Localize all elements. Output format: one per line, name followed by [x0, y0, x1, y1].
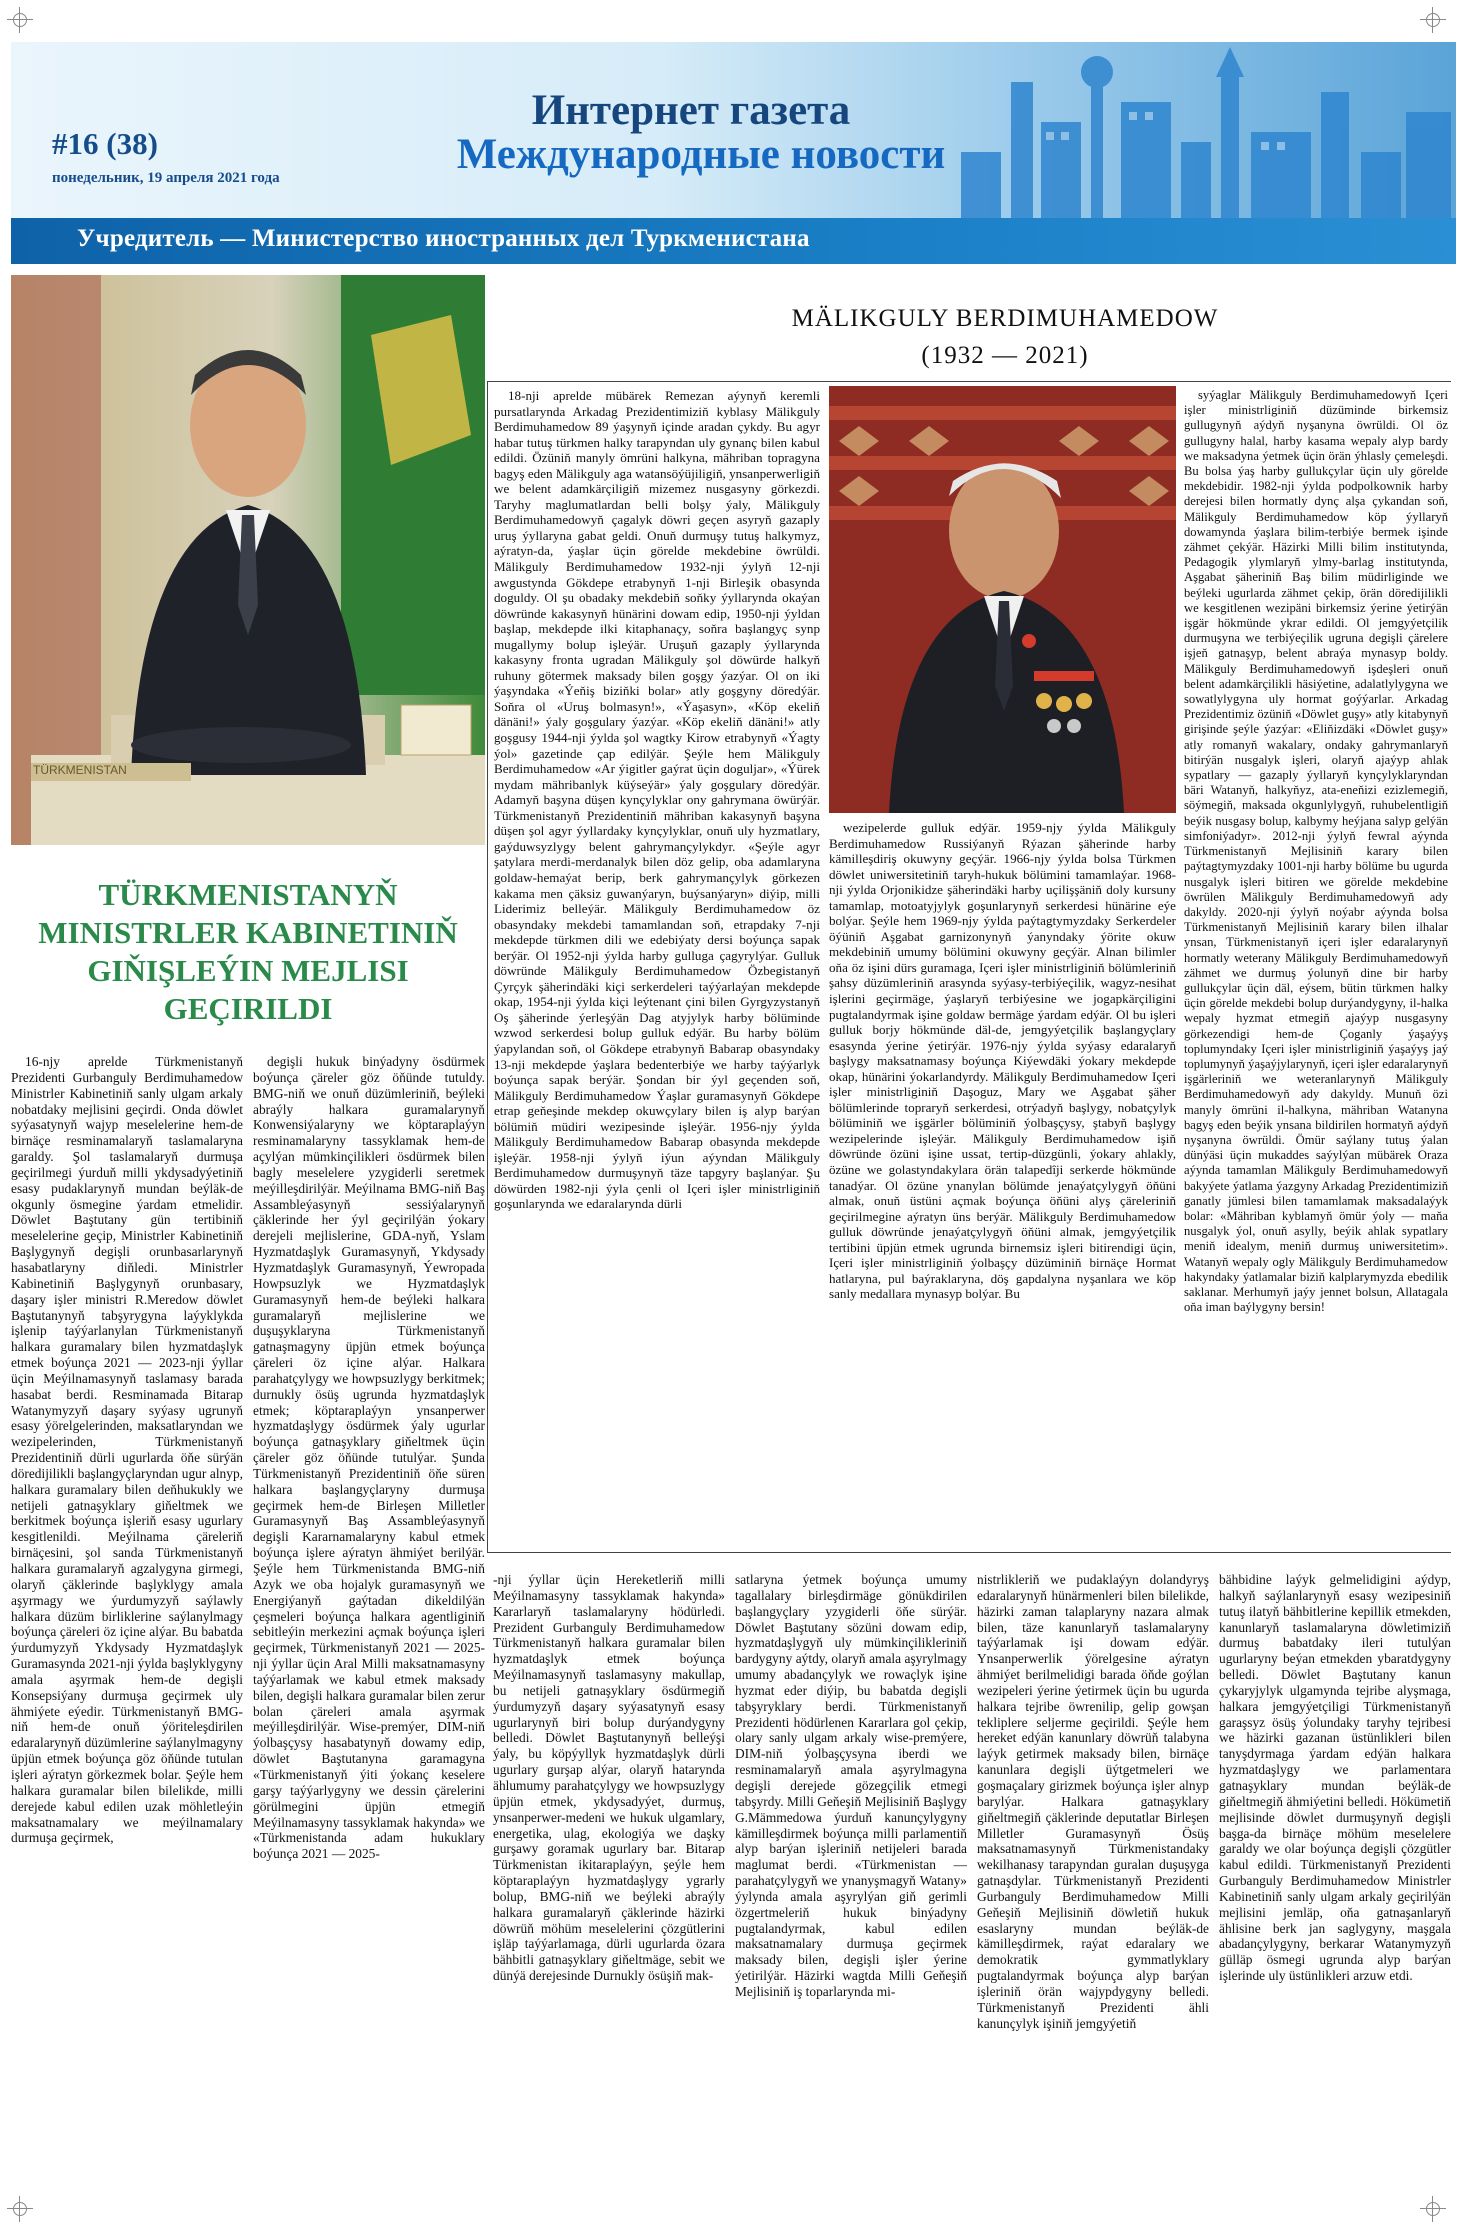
article1-headline: TÜRKMENISTANYŇ MINISTRLER KABINETINIŇ GIŇIŞLEÝIN MEJLISI GEÇIRILDI [38, 877, 458, 1026]
obituary-column-3-text: syýaglar Mälikguly Berdimuhamedowyň Içeri işler ministrliginiň düzüminde birkemsiz gullugynyň aýdyň nyşanyna öwrüldi. Ol öz gullugyny halal, harby kasama wepaly alyp bardy we maksadyna ýetmek üçin örän ýhlasly çemeleşdi. Bu bolsa ýaş harby gullukçylar üçin uly görelde mekdebidir. 1982-nji ýylda podpolkownik harby derejesi bilen hormatly dynç alşa çykandan soň, Mälikguly Berdimuhamedow köp ýyllaryň dowamynda ýaşlara bilim-terbiýe bermek işinde zähmet çekýär. Häzirki Milli bilim institutynda, Pedagogik ylymlaryň ylmy-barlag institutynda, Aşgabat şäheriniň Baş bilim müdirliginde we beýleki ugurlarda zähmet çekip, örän döredijilikli we kesgitlenen wezipäni birkemsiz ýerine ýetirýän işgär hökmünde ykrar edildi. Ol jemgyýetçilik durmuşyna we terbiýeçilik ugruna degişli çärelere işjeň gatnaşyp, belent abraýa mynasyp boldy. Mälikguly Berdimuhamedowyň işdeşleri onuň belent adamkärçilikli häsiýetine, adalatlylygyna we sowatlylygyna uly hormat goýýarlar. Arkadag Prezidentimiz özüniň «Döwlet guşy» atly kitabynyň girişinde şeýle ýazýar: «Eliňizdäki «Döwlet guşy» atly romanyň wakalary, ondaky gahrymanlaryň bitirýän nusgalyk işleri, olaryň ajaýyp ahlak sypatlary — gazaply ýyllaryň kynçylyklaryndan bäri Watanyň, halkyňyz, ata-eneňizi ezizlemegiň, söýmegiň, maksada okgunlylygyň, ruhubelentligiň beýik nusgasy bolup, kalbymy heýjana salyp gelýän simfoniýadyr». 2012-nji ýylyň fewral aýynda Türkmenistanyň Mejlisiniň karary bilen paýtagtymyzdaky 1001-nji harby bölüme bu ugurda nusgalyk işleri bitiren we görelde mekdebine öwrülen Mälikguly Berdimuhamedowyň ady dakyldy. 2020-nji ýylyň noýabr aýynda bolsa Türkmenistanyň Mejlisiniň karary bilen ilhalar ynsan, Türkmenistanyň içeri işler edaralarynyň hormatly weterany Mälikguly Berdimuhamedowyň zähmet we durmuş ýolunyň dine bir harby gullukçylar üçin däl, eýsem, bütin türkmen halky üçin görelde mekdebi bolup durýandygyny, il-halka wepaly hyzmat etmegiň ajaýyp nusgasyny görkezendigi hem-de Çoganly ýaşaýyş toplumyndaky Içeri işler ministrliginiň ýaşaýyş jaý toplumynyň ýaşaýjylarynyň, içeri işler edaralarynyň işgärleriniň we weteranlarynyň Mälikguly Berdimuhamedowyň ady dakyldy. Munuň özi manyly ömrüni il-halkyna, mähriban Watanyna bagyş eden beýik ynsana bildirilen hormatyň aýdyň nyşanyna öwrüldi. Ömür saýlany tutuş ýalan dünýäsi üçin mukaddes saýylýan mübärek Oraza aýynda tamamlan Mälikguly Berdimuhamedowyň bakyýete ýatlama ýazgyny Arkadag Prezidentimiziň ganatly jümlesi bilen tamamlamak maksadalaýyk bolar: «Mähriban kyblamyň ömür ýoly — maňa nusgalyk ýol, onuň asylly, beýik ahlak sypatlary meniň idealym, meniň durmuş uniwersitetim». Watanyň wepaly ogly Mälikguly Berdimuhamedow hakyndaky ýatlamalar biziň kalplarymyzda ebedilik saklanar. Merhumyň jaýy jennet bolsun, Allatagala oňa iman baýlygyny bersin! [1184, 388, 1448, 1315]
crop-mark-top-left [7, 7, 33, 33]
article1-column-3-text: -nji ýyllar üçin Hereketleriň milli Meýilnamasyny tassyklamak hakynda» Kararlaryň taslamalaryny hödürledi. Prezident Gurbanguly Berdimuhamedow Türkmenistanyň halkara guramalar bilen hyzmatdaşlyk etmek boýunça Meýilnamasynyň taslamasyny makullap, bu netijeli gatnaşyklary ösdürmegiň ýurdumyzyň daşary syýasatynyň esasy ugurlarynyň biri bolup durýandygyny belledi. Döwlet Baştutanynyň belleýşi ýaly, bu köpýyllyk hyzmatdaşlyk dürli ugurlary gurşap alýar, olaryň hatarynda ählumumy parahatçylygy we howpsuzlygy üpjün etmek, ykdysadyýet, durmuş, ynsanperwer-medeni we hukuk ulgamlary, energetika, ulag, ekologiýa we daşky gurşawy goramak ugurlary bar. Bitarap Türkmenistan ikitaraplaýyn, şeýle hem köptaraplaýyn hyzmatdaşlygy ygrarly bolup, BMG-niň we beýleki abraýly halkara guramalaryň çäklerinde häzirki döwrüň möhüm meselelerini çözgütlerini işläp taýýarlamaga, dürli ugurlarda özara bähbitli gatnaşyklary giňeltmäge, sebit we dünýä derejesinde Durnukly ösüşiň mak- [493, 1572, 725, 1984]
article1-column-4 [735, 1572, 967, 2214]
obituary-box-top-rule [487, 381, 1451, 382]
portrait-photo-illustration [829, 386, 1176, 813]
president-photo [11, 275, 485, 845]
article1-column-4-text: satlaryna ýetmek boýunça umumy tagallalary birleşdirmäge gönükdirilen başlangyçlary yzygiderli öňe sürýär. Döwlet Baştutany sözüni dowam edip, hyzmatdaşlygyň uly mümkinçilikleriniň bardygyny aýtdy, olaryň amala aşyrylmagy umumy abadançylyk we rowaçlyk işine hyzmat eder diýip, bu babatda degişli tabşyryklary berdi. Türkmenistanyň Prezidenti hödürlenen Kararlara gol çekip, olary sanly ulgam arkaly wise-premýere, DIM-niň ýolbaşçysyna iberdi we resminamalaryň amala aşyrylmagyna degişli derejede gözegçilik etmegi tabşyrdy. Milli Geňeşiň Mejlisiniň Başlygy G.Mämmedowa ýurduň kanunçylygyny kämilleşdirmek boýunça milli parlamentiň alyp barýan işleriniň netijeleri barada maglumat berdi. «Türkmenistan — parahatçylygyň we ynanyşmagyň Watany» ýylynda amala aşyrylýan giň gerimli özgertmeleriň hukuk binýadyny pugtalandyrmak, kabul edilen maksatnamalary durmuşa geçirmek maksady bilen, degişli işler ýerine ýetirilýär. Häzirki wagtda Milli Geňeşiň Mejlisiniň iş toparlarynda mi- [735, 1572, 967, 1999]
crop-mark-top-right [1420, 7, 1446, 33]
newspaper-title-line1: Интернет газета [531, 87, 851, 134]
article1-column-3 [493, 1572, 725, 2214]
obituary-column-2 [829, 820, 1176, 1548]
founder-band [11, 218, 1456, 264]
article1-column-2 [253, 1054, 485, 2214]
portrait-photo [829, 386, 1176, 813]
article1-column-6-text: bähbidine laýyk gelmelidigini aýdyp, halkyň saýlanlarynyň esasy wezipesiniň tutuş ilatyň bähbitlerine kepillik etmekden, kanunlaryň taslamalaryna döwletimiziň durmuş babatdaky ileri tutulýan ugurlaryny beýan etmekden ybaratdygyny belledi. Döwlet Baştutany kanun çykaryjylyk ulgamynda tejribe alyşmaga, halkara jemgyýetçiligi Türkmenistanyň garaşsyz ösüş ýolundaky taryhy tejribesi we häzirki gazanan üstünlikleri bilen tanyşdyrmaga ýardam edýän halkara hyzmatdaşlygy we parlamentara gatnaşyklary mundan beýläk-de giňeltmegiň ähmiýetini belledi. Hökümetiň mejlisinde döwlet durmuşynyň degişli başga-da birnäçe möhüm meselelere garaldy we olar boýunça degişli çözgütler kabul edildi. Türkmenistanyň Prezidenti Gurbanguly Berdimuhamedow Ministrler Kabinetiniň sanly ulgam arkaly geçirilýän mejlisini jemläp, oňa gatnaşanlaryň ählisine berk jan saglygyny, maşgala abadançylygyny, berkarar Watanymyzyň gülläp ösmegi ugrunda alyp barýan işlerinde uly üstünlikleri arzuw etdi. [1219, 1572, 1451, 1984]
obituary-column-1 [494, 388, 820, 1548]
article1-column-6 [1219, 1572, 1451, 2214]
obituary-column-3-text-box [1184, 388, 1448, 1548]
article1-column-1-text: 16-njy aprelde Türkmenistanyň Prezidenti Gurbanguly Berdimuhamedow Ministrler Kabinetiniň sanly ulgam arkaly nobatdaky mejlisini geçirdi. Onda döwlet syýasatynyň wajyp meselelerine hem-de birnäçe resminamalaryň taslamalaryna garaldy. Şol taslamalaryň durmuşa geçirilmegi ýurduň milli ykdysadyýetiniň esasy pudaklarynyň mundan beýläk-de okgunly ösmegine ýardam etmelidir. Döwlet Baştutany gün tertibiniň meselelerine geçip, Ministrler Kabinetiniň Başlygynyň degişli orunbasarlarynyň hasabatlaryny diňledi. Ministrler Kabinetiniň Başlygynyň orunbasary, daşary işler ministri R.Meredow döwlet Baştutanynyň tabşyrygyna laýyklykda işlenip taýýarlanylan Türkmenistanyň halkara guramalary bilen hyzmatdaşlyk etmek boýunça 2021 — 2023-nji ýyllar üçin Meýilnamasynyň taslamasy barada hasabat berdi. Resminamada Bitarap Watanymyzyň daşary syýasy ugrunyň esasy ýörelgelerinden, maksatlaryndan we wezipelerinden, Türkmenistanyň Prezidentiniň dürli ugurlarda öňe sürýän döredijilikli başlangyçlaryndan ugur alnyp, halkara guramalary bilen deňhukukly we netijeli gatnaşyklary giňeltmek we berkitmek boýunça işleriň esasy ugurlary kesgitlenildi. Meýilnama çäreleriň birnäçesini, şol sanda Türkmenistanyň halkara guramalaryň agzalygyna girmegi, olaryň çäklerinde başlyklygy amala aşyrmagy we ýurdumyzyň saýlawly halkara düzüm birliklerine saýlanylmagy boýunça çäreleri öz içine alýar. Bu babatda ýurdumyzyň Ykdysady Hyzmatdaşlyk Guramasynda 2021-nji ýylda başlyklygyny amala aşyrmak hem-de degişli Konsepsiýany durmuşa geçirmek uly ähmiýete eýedir. Türkmenistanyň BMG-niň hem-de onuň ýöriteleşdirilen edaralarynyň düzümlerine saýlanylmagyny üpjün etmek boýunça göz öňünde tutulan işleri aýratyn görkezmek bolar. Şeýle hem halkara guramalar bilen bilelikde, milli derejede kabul edilen uzak möhletleýin maksatnamalary we meýilnamalary durmuşa geçirmek, [11, 1054, 243, 1846]
issue-date: понедельник, 19 апреля 2021 года [52, 170, 280, 186]
obituary-title: MÄLIKGULY BERDIMUHAMEDOW [791, 305, 1219, 332]
founder-text: Учредитель — Министерство иностранных дел Туркменистана [77, 225, 810, 252]
article1-column-5-text: nistrlikleriň we pudaklaýyn dolandyryş edaralarynyň hünärmenleri bilen bilelikde, häzirki zaman talaplaryny nazara almak bilen, täze kanunlaryň taslamalaryny taýýarlamak işi dowam edýär. Ynsanperwerlik ýörelgesine aýratyn ähmiýet berilmelidigi barada öňde goýlan wezipeleri ýerine ýetirmek üçin bu ugurda halkara tejribe öwrenilip, gelip gowşan tekliplere seljerme geçirildi. Şeýle hem hereket edýän kanunlary döwrüň talabyna laýyk getirmek maksady bilen, birnäçe kanunlara degişli üýtgetmeleri we goşmaçalary girizmek boýunça işler alnyp barylýar. Halkara gatnaşyklary giňeltmegiň çäklerinde deputatlar Birleşen Milletler Guramasynyň Ösüş maksatnamasynyň Türkmenistandaky wekilhanasy tarapyndan guralan duşuşyga gatnaşdylar. Türkmenistanyň Prezidenti Gurbanguly Berdimuhamedow Milli Geňeşiň Mejlisiniň döwletiň hukuk esaslaryny mundan beýläk-de kämilleşdirmek, raýat edaralary we demokratik gymmatlyklary pugtalandyrmak boýunça alyp barýan işleriniň örän wajypdygyny belledi. Türkmenistanyň Prezidenti ähli kanunçylyk işiniň jemgyýetiň [977, 1572, 1209, 2031]
obituary-box-left-rule [487, 381, 488, 1552]
article1-column-2-text: degişli hukuk binýadyny ösdürmek boýunça çäreler göz öňünde tutuldy. BMG-niň we onuň düzümleriniň, beýleki abraýly halkara guramalarynyň Konwensiýalaryny we köptaraplaýyn resminamalaryny tassyklamak hem-de açylýan mümkinçilikleri ösdürmek bilen bagly meselelere yzygiderli seretmek meýilleşdirilýär. Meýilnama BMG-niň Baş Assambleýasynyň sessiýalarynyň çäklerinde her ýyl geçirilýän ýokary derejeli mejlislerine, GDA-nyň, Yslam Hyzmatdaşlyk Guramasynyň, Ykdysady Hyzmatdaşlyk Guramasynyň, Ýewropada Howpsuzlyk we Hyzmatdaşlyk Guramasynyň hem-de beýleki halkara guramalaryň mejlislerine we duşuşyklaryna Türkmenistanyň gatnaşmagyny üpjün etmek boýunça çäreleri öz içine alýar. Halkara parahatçylygy we howpsuzlygy berkitmek; durnukly ösüş ugrunda hyzmatdaşlyk etmek; köptaraplaýyn ynsanperwer hyzmatdaşlygy ösdürmek ýaly ugurlar boýunça gatnaşyklary giňeltmek üçin çäreler göz öňünde tutulýar. Şunda Türkmenistanyň Prezidentiniň öňe süren halkara başlangyçlaryny durmuşa geçirmek hem-de Birleşen Milletler Guramasynyň Baş Assambleýasynyň degişli Kararnamalaryny kabul etmek boýunça işlere aýratyn ähmiýet berilýär. Şeýle hem Türkmenistanda BMG-niň Azyk we oba hojalyk guramasynyň we Energiýanyň gaýtadan dikeldilýän çeşmeleri boýunça halkara agentliginiň sebitleýin merkezini açmak boýunça işleri geçirmek, Türkmenistanyň 2021 — 2025-nji ýyllar üçin Aral Milli maksatnamasyny taýýarlamak we kabul etmek maksady bilen, degişli halkara guramalar bilen zerur bolan çäreleri amala aşyrmak meýilleşdirilýär. Wise-premýer, DIM-niň ýolbaşçysy hasabatynyň dowamy edip, döwlet Baştutanyna garamagyna «Türkmenistanyň ýiti ýokanç keselere garşy taýýarlygyny we dessin çärelerini görülmegini üpjün etmegiň Meýilnamasyny tassyklamak hakynda» we «Türkmenistanda adam hukuklary boýunça 2021 — 2025- [253, 1054, 485, 1862]
obituary-box-bottom-rule [487, 1552, 1451, 1553]
obituary-column-2-text: wezipelerde gulluk edýär. 1959-njy ýylda Mälikguly Berdimuhamedow Russiýanyň Rýazan şäherinde harby kämilleşdiriş okuwyny geçýär. 1966-njy ýylda bolsa Türkmen döwlet uniwersitetiniň taryh-hukuk bölümini tamamlaýar. 1968-nji ýylda Orjonikidze şäherindäki harby uçilişşäniň doly kursuny tamamlap, motoatyjylyk goşunlarynyň serkerdesi hünärine eýe bolýar. Şeýle hem 1969-njy ýylda paýtagtymyzdaky Serkerdeler öýüniň Aşgabat garnizonynyň ýanyndaky ýörite okuw mekdebiniň umumy bölümini okuwyny geçýär. Alnan bilimler oňa öz işini dürs guramaga, Içeri işler ministrliginiň bölümleriniň şahsy düzümleriniň arasynda syýasy-terbiýeçilik, wagyz-nesihat işlerini geçirmäge, ýaşlaryň terbiýesine we jogapkärçiligini pugtalandyrmak işine goldaw bermäge ýardam edýär. Ol bu işleri gulluk borjy hökmünde däl-de, jemgyýetçilik başlangyçlary esasynda ýerine ýetirýär. 1976-njy ýylda syýasy edaralaryň başlygy maksatnamasy boýunça Kiýewdäki ýokary mekdepde okap, hünärini ýokarlandyrdy. Mälikguly Berdimuhamedow Içeri işler ministrliginiň Daşoguz, Mary we Aşgabat şäher bölümlerinde topraryň serkerdesi, otrýadyň başlygy, nobatçylyk bölüminiň we işgärler bölüminiň ýolbaşçysy, ştabyň başlygy wezipelerinde işleýär. Mälikguly Berdimuhamedow işiň döwründe özüni işine ussat, tertip-düzgünli, ýokary ahlakly, özüne we golastyndakylara örän talapedîji serkerde hökmünde tanadýar. Ol özüne ynanylan bölümde jenaýatçylygyň öňüni almak, onuň üstüni açmak boýunça öňüni alyş çäreleriniň geçirilmegine aýratyn üns berýär. Mälikguly Berdimuhamedow gulluk döwründe jenaýatçylygyň öňüni almak, jemgyýetçilik tertibini üpjün etmek ugrunda birnemsiz işleri bitirendigi üçin, Içeri işler ministrliginiň ýolbaşçy düzüminiň birnäçe Hormat hatlaryna, pul baýraklaryna, döş gapdalyna nyşanlara we köp sanly medallara mynasyp bolýar. Bu [829, 820, 1176, 1302]
obituary-years: (1932 — 2021) [921, 342, 1089, 369]
issue-number: #16 (38) [52, 126, 158, 161]
article1-column-5 [977, 1572, 1209, 2214]
photo-caption: TÜRKMENISTAN [33, 763, 127, 777]
article1-column-1 [11, 1054, 243, 2214]
president-photo-illustration [11, 275, 485, 845]
newspaper-title-line2: Международные новости [456, 131, 946, 178]
obituary-column-1-text: 18-nji aprelde mübärek Remezan aýynyň keremli pursatlarynda Arkadag Prezidentimiziň kyblasy Mälikguly Berdimuhamedow 89 ýaşynyň içinde aradan çykdy. Bu agyr habar tutuş türkmen halky tarapyndan uly gynanç bilen kabul edildi. Özüniň manyly ömrüni halkyna, mähriban topragyna bagyş eden Mälikguly aga watansöýüjiligiň, ynsanperwerligiň we belent adamkärçiligiň mizemez nusgasyny görkezdi. Taryhy maglumatlardan belli bolşy ýaly, Mälikguly Berdimuhamedowyň çagalyk döwri geçen asyryň gazaply uruş ýyllaryna gabat geldi. Onuň durmuşy tutuş halkymyz, aýratyn-da, ýaşlar üçin görelde mekdebine öwrüldi. Mälikguly Berdimuhamedow 1932-nji ýylyň 12-nji awgustynda Gökdepe etrabynyň 1-nji Birleşik obasynda doguldy. Ol şu obadaky mekdebiň soňky ýyllarynda okaýan döwründe kakasynyň hünärini dowam edip, 1950-nji ýyldan başlap, mekdepde ilki kitaphanaçy, soňra başlangyç synp mugallymy bolup işleýär. Uruşuň gazaply ýyllarynda kakasyny fronta ugradan Mälikguly şol döwürde halkyň ruhuny götermek maksady bilen goşgy ýazýar. Ol on iki ýaşyndaka «Ýeňiş biziňki bolar» atly goşgyny döredýär. Soňra ol «Uruş bolmasyn!», «Ýaşasyn», «Köp ekeliň dänäni!» ýaly goşgulary ýazýar. «Köp ekeliň dänäni!» atly goşgusy 1944-nji ýylda şol wagtky Kirow etrabynyň «Ýagty ýol» gazetinde çap edilýär. Şeýle hem Mälikguly Berdimuhamedow «Ar ýigitler gaýrat üçin doguljar», «Ýürek mydam mähribanlyk küýseýär» ýaly goşgulary döredýär. Adamyň başyna düşen kynçylyklar ony gahrymana öwürýär. Türkmenistanyň Prezidentiniň mähriban kakasynyň başyna düşen şol agyr ýyllardaky kynçylyklar, onuň uly hyzmatlary, gaýduwsyzlygy belent gahrymançylykdyr. «Şeýle agyr şatylara merdi-merdanalyk bilen döz gelip, oba adamlaryna goldaw-hemaýat berip, berk gahrymançylyk görkezen kakama men çäksiz guwanýaryn, buýsanýaryn» diýip, milli Liderimiz belleýär. Mälikguly Berdimuhamedow öz obasyndaky mekdebi tamamlandan soň, etrapdaky 7-nji mekdepde türkmen dili we edebiýaty dersi boýunça sapak berýär. Ol 1952-nji ýylda harby gulluga çagyrylýar. Gulluk döwründe Mälikguly Berdimuhamedow Özbegistanyň Çyrçyk şäherindäki kiçi serkerdeleri taýýarlaýan mekdepde okap, 1954-nji ýylda kiçi leýtenant çini bilen Gyrgyzystanyň Oş şäherinde ýerleşýän Dag atyjylyk harby bölüminde wzwod serkerdesi bolup gulluk edýär. Bu harby bölüm ýapylandan soň, ol Gökdepe etrabynyň Babarap obasyndaky 13-nji mekdepde ýaşlara bedenterbiýe we harby taýýarlyk boýunça sapak berýär. Şondan bir ýyl geçenden soň, Mälikguly Berdimuhamedow Ýaşlar guramasynyň Gökdepe etrap geňeşinde mekdep okuwçylary bilen iş alyp barýan bölümiň müdiri wezipesinde işleýär. 1956-njy ýylda Mälikguly Berdimuhamedow Babarap obasynda mekdepde işleýär. 1958-nji ýylyň iýun aýyndan Mälikguly Berdimuhamedow durmuşynyň täze tapgyry başlanýar. Şu döwürden 1982-nji ýyla çenli ol Içeri işler ministrliginiň goşunlarynda we edaralarynda dürli [494, 388, 820, 1212]
